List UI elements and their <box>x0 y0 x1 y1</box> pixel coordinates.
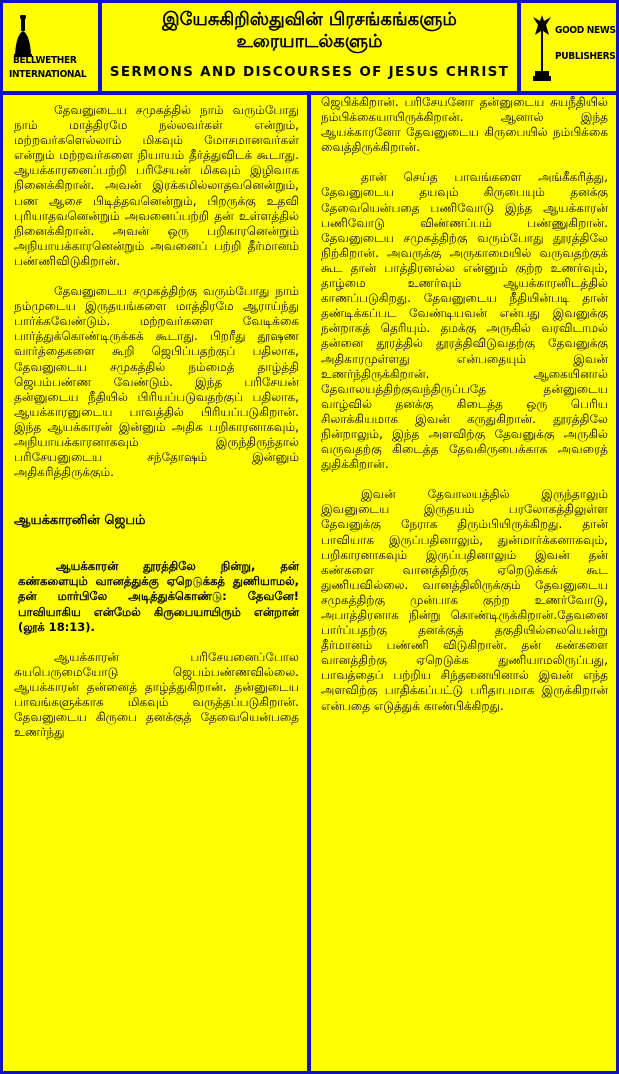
left-column <box>3 95 307 1071</box>
right-paragraph-3: இவன் தேவாலயத்தில் இருந்தாலும் இவனுடைய இருதயம் பரலோகத்திலுள்ள தேவனுக்கு நேராக திரும்பியிருக்கிறது. தான் பாவியாக இருப்பதினாலும், துன்மார்க்கனாகவும், பறிகாரனாகவும் இருப்பதினாலும் இவன் தன் கண்களை வானத்திற்கு ஏறெடுக்கக் கூட துணியவில்லை. வானத்திலிருக்கும் தேவனுடைய சமுகத்திற்கு முன்பாக குற்ற உணர்வோடு, அபாத்திரனாக நின்று கொண்டிருக்கிறான்.தேவனை பார்ப்பதற்கு தனக்குத் தகுதியில்லையென்று தீர்மானம் பண்ணி விடுகிறான். தன் கண்களை வானத்திற்கு ஏறெடுக்க துணியாமலிருப்பது, பாவத்தைப் பற்றிய சிந்தனையினால் இவன் எந்த அளவிற்கு பாதிக்கப்பட்டு பரிதாபமாக இருக்கிறான் என்பதை எடுத்துக் காண்பிக்கிறது. <box>321 487 608 713</box>
header-left-logo-box <box>3 3 98 91</box>
left-paragraph-3: ஆயக்காரன் பரிசேயனைப்போல சுயபெருமையோடு ஜெபம்பண்ணவில்லை. ஆயக்காரன் தன்னைத் தாழ்த்துகிறான். தன்னுடைய பாவங்களுக்காக மிகவும் வருத்தப்படுகிறான். தேவனுடைய கிருபை தனக்குத் தேவையென்பதை உணர்ந்து <box>14 649 299 740</box>
logo-line-good-news: GOOD NEWS <box>555 25 616 36</box>
right-paragraph-2: தான் செய்த பாவங்களை அங்கீகரித்து, தேவனுடைய தயவும் கிருபையும் தனக்கு தேவையென்பதை பணிவோடு இந்த ஆயக்காரன் பணிவோடு விண்ணப்பம் பண்ணுகிறான். தேவனுடைய சமுகத்திற்கு வரும்போது தூரத்திலே நிற்கிறான். அவருக்கு அருகாமையில் வருவதற்குக் கூட தான் பாத்திரனல்ல என்னும் குற்ற உணர்வும், தாழ்மை உணர்வும் ஆயக்காரனிடத்தில் காணப்படுகிறது. தேவனுடைய நீதியின்படி தான் தண்டிக்கப்பட வேண்டியவன் என்பது இவனுக்கு நன்றாகத் தெரியும். தமக்கு அருகில் வரவிடாமல் தன்னை தூரத்தில் தூரத்திவிடுவதற்கு தேவனுக்கு அதிகாரமுள்ளது என்பதையும் இவன் உணர்ந்திருக்கிறான். ஆகையினால் தேவாலயத்திற்குவந்திருப்பதே தன்னுடைய வாழ்வில் தனக்கு கிடைத்த ஒரு பெரிய சிலாக்கியமாக இவன் கருதுகிறான். தூரத்திலே நின்றாலும், இந்த அளவிற்கு தேவனுக்கு அருகில் வருவதற்கு கிடைத்த தேவகிருபைக்காக அவரைத் துதிக்கிறான். <box>321 170 608 472</box>
hand-bell-icon <box>13 15 33 59</box>
logo-line-bellwether: BELLWETHER <box>13 55 77 66</box>
left-paragraph-1: தேவனுடைய சமுகத்தில் நாம் வரும்போது நாம் மாத்திரமே நல்லவர்கள் என்றும், மற்றவர்களெல்லாம் மிகவும் மோசமானவர்கள் என்றும் மற்றவர்களை நியாயம் தீர்த்துவிடக் கூடாது. ஆயக்காரனைப்பற்றி பரிசேயன் மிகவும் இழிவாக நினைக்கிறான். அவன் இரக்கமில்லாதவனென்றும், பண ஆசை பிடித்தவனென்றும், பிறருக்கு உதவி புரியாதவனென்றும் அவனைப்பற்றி தன் உள்ளத்தில் நினைக்கிறான். அவன் ஒரு பறிகாரனென்றும் அநியாயக்காரனென்றும் அவனைப் பற்றி தீர்மானம் பண்ணிவிடுகிறான். <box>14 103 299 268</box>
good-news-logo <box>527 11 616 83</box>
logo-line-publishers: PUBLISHERS <box>555 51 616 62</box>
header-title-box <box>102 3 517 91</box>
title-tamil-line1: இயேசுகிறிஸ்துவின் பிரசங்கங்களும் <box>162 9 457 30</box>
section-heading: ஆயக்காரனின் ஜெபம் <box>14 513 146 529</box>
title-tamil-line2: உரையாடல்களும் <box>236 31 383 52</box>
title-english: SERMONS AND DISCOURSES OF JESUS CHRIST <box>109 64 510 80</box>
header-right-logo-box <box>521 3 616 91</box>
right-paragraph-1: ஜெபிக்கிறான். பரிசேயனோ தன்னுடைய சுயநீதியில் நம்பிக்கையாயிருக்கிறான். ஆனால் இந்த ஆயக்காரனோ தேவனுடைய கிருபையில் நம்பிக்கை வைத்திருக்கிறான். <box>321 95 608 155</box>
trumpet-angel-icon <box>531 13 553 83</box>
bellwether-logo <box>9 11 93 83</box>
left-paragraph-2: தேவனுடைய சமுகத்திற்கு வரும்போது நாம் நம்முடைய இருதயங்களை மாத்திரமே ஆராய்ந்து பார்க்கவேண்டும். மற்றவர்களை வேடிக்கை பார்த்துக்கொண்டிருக்கக் கூடாது. பிறரீது தூஷண வார்த்தைகளை கூறி ஜெபிப்பதற்குப் பதிலாக, தேவனுடைய சமுகத்தில் நம்மைத் தாழ்த்தி ஜெபம்பண்ண வேண்டும். இந்த பரிசேயன் தன்னுடைய நீதியில் பிரியப்படுவதற்குப் பதிலாக, ஆயக்காரனுடைய பாவத்தில் பிரியப்படுகிறான். இந்த ஆயக்காரன் இன்னும் அதிக பறிகாரனாகவும், அநியாயக்காரனாகவும் இருந்திருந்தால் பரிசேயனுடைய சந்தோஷம் இன்னும் அதிகரித்திருக்கும். <box>14 284 299 480</box>
right-column <box>311 95 616 1071</box>
scripture-verse: ஆயக்காரன் தூரத்திலே நின்று, தன் கண்களையும் வானத்துக்கு ஏறெடுக்கத் துணியாமல், தன் மார்பிலே அடித்துக்கொண்டு: தேவனே! பாவியாகிய என்மேல் கிருபையாயிரும் என்றான் (லூக் 18:13). <box>18 559 299 634</box>
logo-line-international: INTERNATIONAL <box>9 69 87 80</box>
